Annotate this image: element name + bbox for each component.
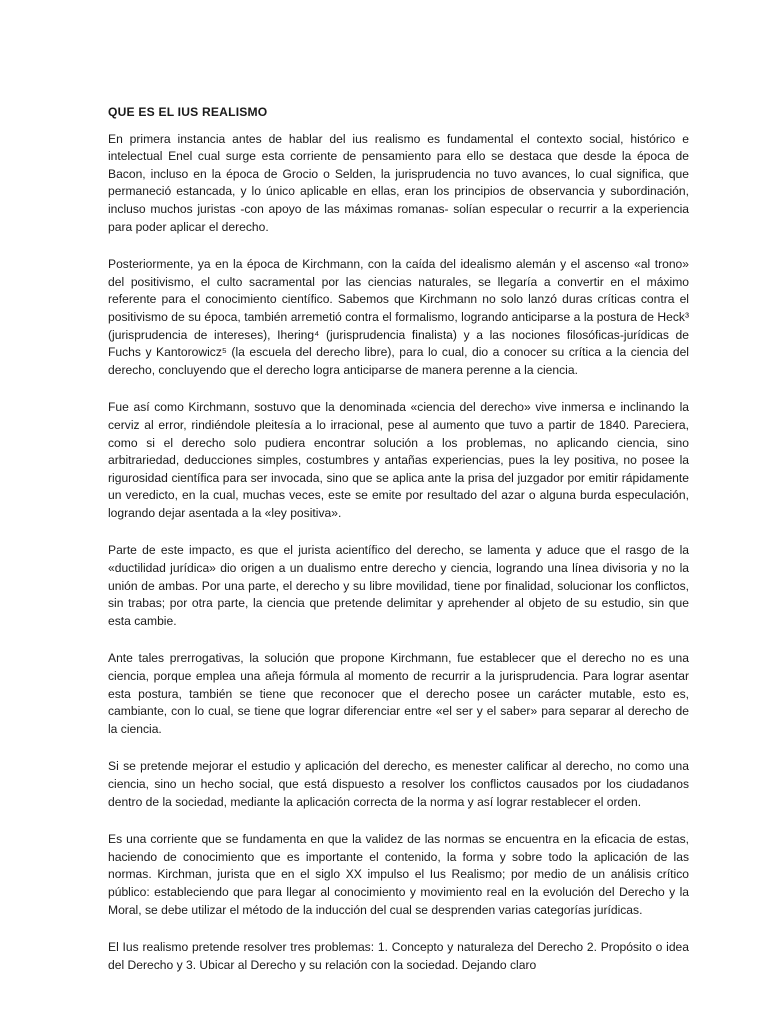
paragraph: Fue así como Kirchmann, sostuvo que la denominada «ciencia del derecho» vive inmersa e inclinando la cerviz al error, rindiéndole pleitesía a lo irracional, pese al aumento que tuvo a partir de 1840. Pareciera, como si el derecho solo pudiera encontrar solución a los problemas, no aplicando ciencia, sino arbitrariedad, deducciones simples, costumbres y antañas experiencias, pues la ley positiva, no posee la rigurosidad científica para ser invocada, sino que se aplica ante la prisa del juzgador por emitir rápidamente un veredicto, en la cual, muchas veces, este se emite por resultado del azar o alguna burda especulación, logrando dejar asentada a la «ley positiva».	[108, 400, 689, 520]
paragraph: El Ius realismo pretende resolver tres problemas: 1. Concepto y naturaleza del Derecho 2. Propósito o idea del Derecho y 3. Ubicar al Derecho y su relación con la sociedad. Dejando claro	[108, 940, 689, 972]
paragraph: En primera instancia antes de hablar del ius realismo es fundamental el contexto social, histórico e intelectual Enel cual surge esta corriente de pensamiento para ello se destaca que desde la época de Bacon, incluso en la época de Grocio o Selden, la jurisprudencia no tuvo avances, lo cual significa, que permaneció estancada, y lo único aplicable en ellas, eran los principios de observancia y subordinación, incluso muchos juristas -con apoyo de las máximas romanas- solían especular o recurrir a la experiencia para poder aplicar el derecho.	[108, 131, 689, 234]
paragraph: Es una corriente que se fundamenta en que la validez de las normas se encuentra en la eficacia de estas, haciendo de conocimiento que es importante el contenido, la forma y sobre todo la aplicación de las normas. Kirchman, jurista que en el siglo XX impulso el Ius Realismo; por medio de un análisis crítico público: estableciendo que para llegar al conocimiento y movimiento real en la evolución del Derecho y la Moral, se debe utilizar el método de la inducción del cual se desprenden varias categorías jurídicas.	[108, 832, 689, 917]
document-title: QUE ES EL IUS REALISMO	[108, 105, 268, 119]
paragraph: Posteriormente, ya en la época de Kirchmann, con la caída del idealismo alemán y el ascenso «al trono» del positivismo, el culto sacramental por las ciencias naturales, se llegaría a convertir en el máximo referente para el conocimiento científico. Sabemos que Kirchmann no solo lanzó duras críticas contra el positivismo de su época, también arremetió contra el formalismo, logrando anticiparse a la postura de Heck³ (jurisprudencia de intereses), Ihering⁴ (jurisprudencia finalista) y a las nociones filosóficas-jurídicas de Fuchs y Kantorowicz⁵ (la escuela del derecho libre), para lo cual, dio a conocer su crítica a la ciencia del derecho, concluyendo que el derecho logra anticiparse de manera perenne a la ciencia.	[108, 257, 689, 377]
paragraph: Parte de este impacto, es que el jurista acientífico del derecho, se lamenta y aduce que el rasgo de la «ductilidad jurídica» dio origen a un dualismo entre derecho y ciencia, logrando una línea divisoria y no la unión de ambas. Por una parte, el derecho y su libre movilidad, tiene por finalidad, solucionar los conflictos, sin trabas; por otra parte, la ciencia que pretende delimitar y aprehender al objeto de su estudio, sin que esta cambie.	[108, 543, 689, 628]
document-body	[108, 104, 689, 994]
paragraph: Si se pretende mejorar el estudio y aplicación del derecho, es menester calificar al derecho, no como una ciencia, sino un hecho social, que está dispuesto a resolver los conflictos causados por los ciudadanos dentro de la sociedad, mediante la aplicación correcta de la norma y así lograr restablecer el orden.	[108, 759, 689, 809]
paragraph: Ante tales prerrogativas, la solución que propone Kirchmann, fue establecer que el derecho no es una ciencia, porque emplea una añeja fórmula al momento de recurrir a la jurisprudencia. Para lograr asentar esta postura, también se tiene que reconocer que el derecho posee un carácter mutable, esto es, cambiante, con lo cual, se tiene que lograr diferenciar entre «el ser y el saber» para separar al derecho de la ciencia.	[108, 651, 689, 736]
